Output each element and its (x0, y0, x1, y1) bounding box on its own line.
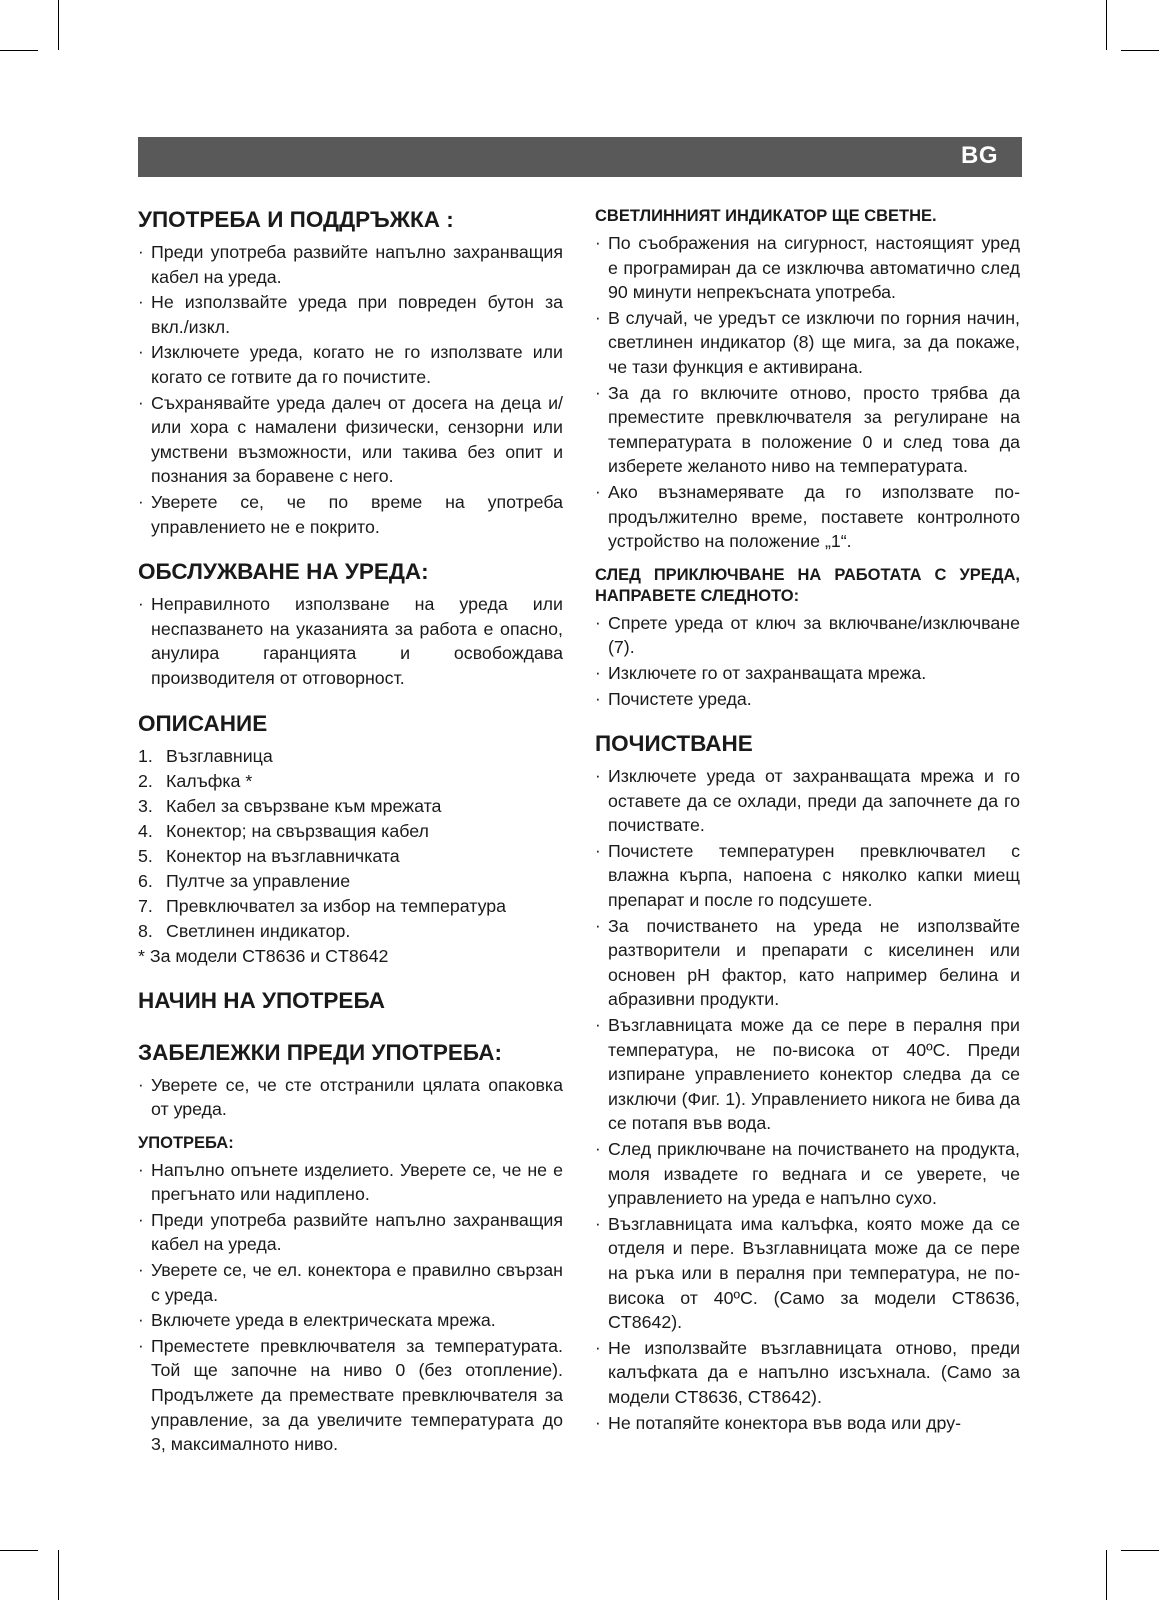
language-header-bar (138, 137, 1022, 177)
list-item: · Включете уреда в електрическата мрежа. (138, 1308, 563, 1333)
item-text: Конектор на възглавничката (166, 845, 400, 866)
footnote: * За модели CT8636 и CT8642 (138, 945, 389, 966)
bullet-list (138, 240, 563, 539)
list-item: · Възглавницата може да се пере в пералня при температура, не по-висока от 40ºC. Преди изпиране управлението конектор следва да се изключи (Фиг. 1). Управлението никога не бива да се потапя във вода. (595, 1013, 1020, 1136)
numbered-list (138, 744, 563, 944)
item-number: 8. (138, 920, 153, 941)
section-title: ЗАБЕЛЕЖКИ ПРЕДИ УПОТРЕБА: (138, 1039, 502, 1065)
item-text: Светлинен индикатор. (166, 920, 351, 941)
item-number: 3. (138, 795, 153, 816)
list-item (138, 769, 563, 794)
list-item: · Не потапяйте конектора във вода или дру- (595, 1411, 1020, 1436)
bullet-list (138, 1158, 563, 1457)
item-text: Пултче за управление (166, 870, 351, 891)
list-item: · Уверете се, че по време на употреба управлението не е покрито. (138, 490, 563, 539)
subsection-title: СВЕТЛИННИЯТ ИНДИКАТОР ЩЕ СВЕТНЕ. (595, 207, 937, 225)
subsection-title: СЛЕД ПРИКЛЮЧВАНЕ НА РАБОТАТА С УРЕДА, НАПРАВЕТЕ СЛЕДНОТО: (595, 565, 1020, 605)
right-column (595, 206, 1020, 1436)
list-item: · Почистете уреда. (595, 687, 1020, 712)
crop-mark (0, 1550, 38, 1551)
item-number: 7. (138, 895, 153, 916)
list-item: · Почистете температурен превключвател с влажна кърпа, напоена с няколко капки миещ препарат и после го подсушете. (595, 839, 1020, 913)
list-item: · Не използвайте уреда при повреден бутон за вкл./изкл. (138, 290, 563, 339)
item-text: Конектор; на свързващия кабел (166, 820, 429, 841)
bullet-list (138, 1073, 563, 1122)
list-item: · Изключете го от захранващата мрежа. (595, 661, 1020, 686)
list-item (138, 844, 563, 869)
list-item: · Не използвайте възглавницата отново, преди калъфката да е напълно изсъхнала. (Само за модели CT8636, CT8642). (595, 1336, 1020, 1410)
list-item (138, 744, 563, 769)
language-code: BG (961, 142, 998, 169)
crop-mark (1121, 1550, 1159, 1551)
crop-mark (1106, 0, 1107, 50)
item-number: 1. (138, 745, 153, 766)
section-title: ОБСЛУЖВАНЕ НА УРЕДА: (138, 559, 429, 585)
list-item: · След приключване на почистването на продукта, моля извадете го веднага и се уверете, че управлението на уреда е напълно сухо. (595, 1137, 1020, 1211)
list-item (138, 894, 563, 919)
bullet-list (138, 592, 563, 690)
crop-mark (58, 0, 59, 50)
list-item: · Уверете се, че ел. конектора е правилно свързан с уреда. (138, 1258, 563, 1307)
list-item: · За почистването на уреда не използвайте разтворители и препарати с киселинен или основен pH фактор, като например белина и абразивни продукти. (595, 914, 1020, 1012)
bullet-list (595, 231, 1020, 554)
list-item: · По съображения на сигурност, настоящият уред е програмиран да се изключва автоматично след 90 минути непрекъсната употреба. (595, 231, 1020, 305)
list-item: · Преди употреба развийте напълно захранващия кабел на уреда. (138, 1208, 563, 1257)
item-number: 6. (138, 870, 153, 891)
item-number: 4. (138, 820, 153, 841)
item-number: 5. (138, 845, 153, 866)
section-title: УПОТРЕБА И ПОДДРЪЖКА : (138, 207, 454, 232)
list-item: · Напълно опънете изделието. Уверете се, че не е прегънато или надиплено. (138, 1158, 563, 1207)
list-item: · Съхранявайте уреда далеч от досега на деца и/или хора с намалени физически, сензорни или умствени възможности, или такива без опит и познания за боравене с него. (138, 391, 563, 489)
list-item (138, 794, 563, 819)
section-title: НАЧИН НА УПОТРЕБА (138, 987, 386, 1013)
bullet-list (595, 611, 1020, 711)
list-item: · Преместете превключвателя за температурата. Той ще започне на ниво 0 (без отопление). Продължете да премествате превключвателя за управление, за да увеличите температурата до 3, максималното ниво. (138, 1334, 563, 1457)
section-title: ПОЧИСТВАНЕ (595, 731, 753, 757)
subsection-title: УПОТРЕБА: (138, 1133, 234, 1152)
list-item: · Изключете уреда, когато не го използвате или когато се готвите да го почистите. (138, 340, 563, 389)
list-item (138, 919, 563, 944)
list-item: · Спрете уреда от ключ за включване/изключване (7). (595, 611, 1020, 660)
left-column (138, 206, 563, 1458)
bullet-list (595, 764, 1020, 1435)
item-text: Калъфка * (166, 770, 253, 791)
list-item: · Изключете уреда от захранващата мрежа и го оставете да се охлади, преди да започнете да го почиствате. (595, 764, 1020, 838)
item-number: 2. (138, 770, 153, 791)
list-item: · Преди употреба развийте напълно захранващия кабел на уреда. (138, 240, 563, 289)
crop-mark (58, 1550, 59, 1600)
list-item: · Неправилното използване на уреда или неспазването на указанията за работа е опасно, анулира гаранцията и освобождава производителя от отговорност. (138, 592, 563, 690)
crop-mark (0, 50, 38, 51)
item-text: Кабел за свързване към мрежата (166, 795, 442, 816)
section-title: ОПИСАНИЕ (138, 710, 268, 736)
item-text: Превключвател за избор на температура (166, 895, 507, 916)
list-item: · Ако възнамерявате да го използвате по-продължително време, поставете контролното устройство на положение „1“. (595, 480, 1020, 554)
item-text: Възглавница (166, 745, 273, 766)
list-item: · В случай, че уредът се изключи по горния начин, светлинен индикатор (8) ще мига, за да покаже, че тази функция е активирана. (595, 306, 1020, 380)
list-item: · Уверете се, че сте отстранили цялата опаковка от уреда. (138, 1073, 563, 1122)
crop-mark (1121, 50, 1159, 51)
crop-mark (1106, 1550, 1107, 1600)
list-item: · За да го включите отново, просто трябва да преместите превключвателя за регулиране на температурата в положение 0 и след това да изберете желаното ниво на температурата. (595, 381, 1020, 479)
list-item (138, 869, 563, 894)
list-item (138, 819, 563, 844)
list-item: · Възглавницата има калъфка, която може да се отделя и пере. Възглавницата може да се пере на ръка или в пералня при температура, не по-висока от 40ºC. (Само за модели CT8636, CT8642). (595, 1212, 1020, 1335)
